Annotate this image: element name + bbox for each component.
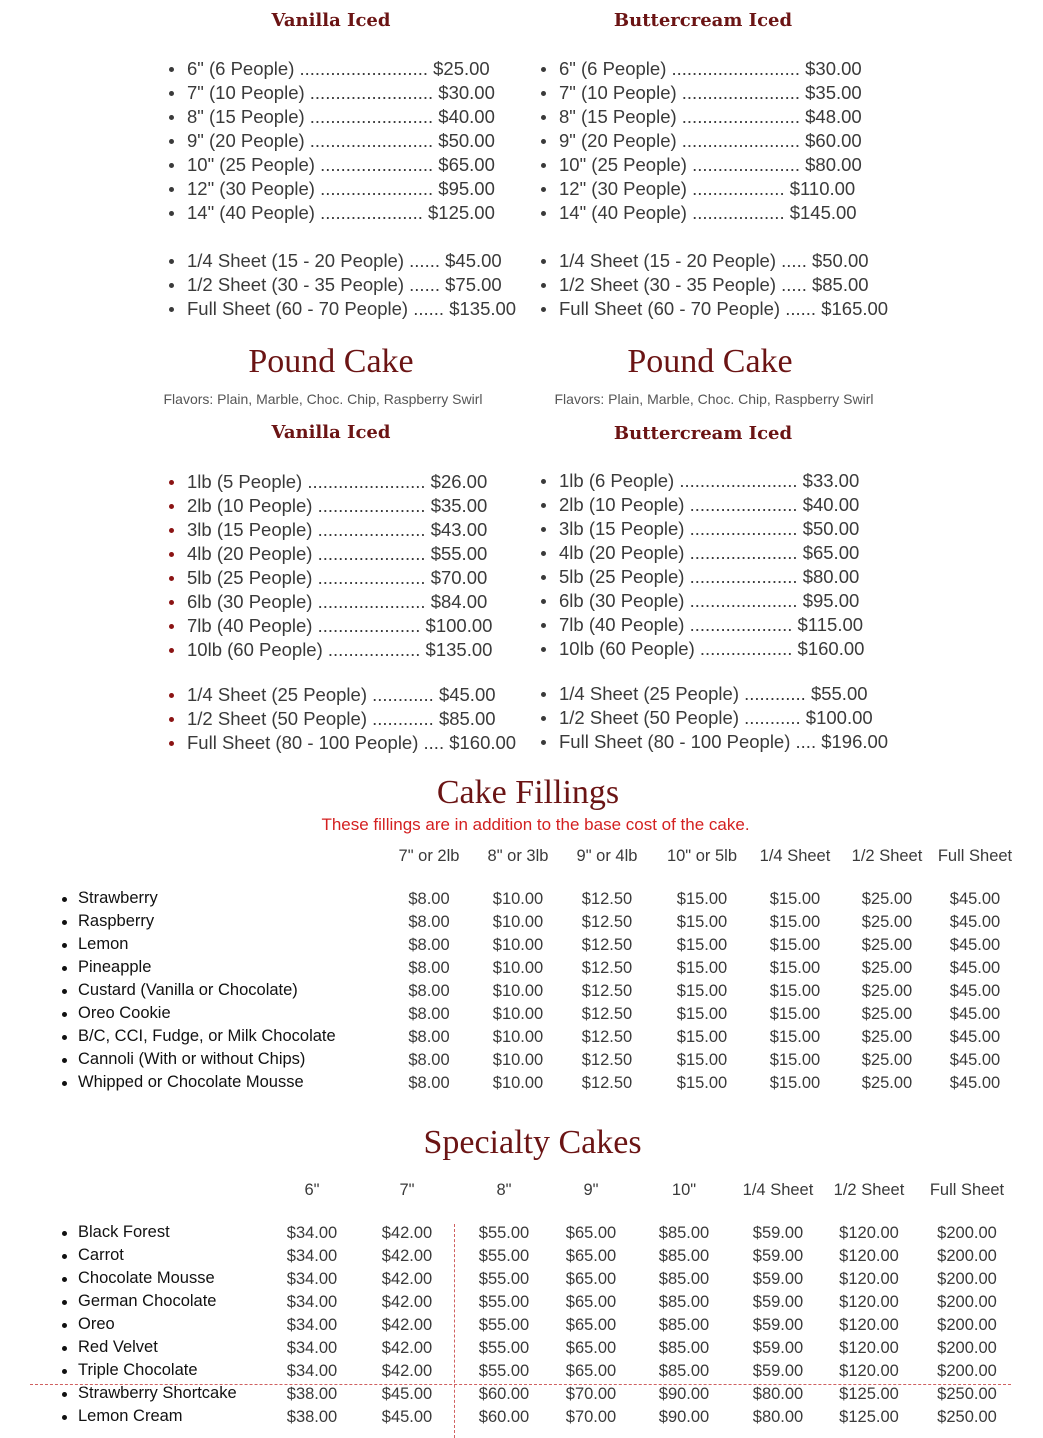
buttercream-sheet-list [539, 249, 888, 321]
sheet-price-item: Full Sheet (60 - 70 People) ...... $135.00 [167, 297, 516, 321]
price-cell: $25.00 [861, 1074, 913, 1092]
price-cell: $59.00 [752, 1362, 804, 1380]
sheet-price-item: 1/4 Sheet (15 - 20 People) ...... $45.00 [167, 249, 516, 273]
column-header: 10" or 5lb [666, 847, 738, 865]
row-name: Oreo Cookie [58, 1004, 171, 1023]
column-header: 7" or 2lb [398, 847, 460, 865]
price-cell: $60.00 [478, 1385, 530, 1403]
column-header: 9" or 4lb [576, 847, 638, 865]
price-cell: $42.00 [381, 1293, 433, 1311]
price-cell: $85.00 [658, 1293, 710, 1311]
price-cell: $42.00 [381, 1224, 433, 1242]
row-name: Cannoli (With or without Chips) [58, 1050, 305, 1069]
price-cell: $8.00 [408, 1005, 450, 1023]
price-cell: $45.00 [949, 890, 1001, 908]
row-name: Lemon Cream [58, 1407, 183, 1426]
sheet-price-item: 1/4 Sheet (15 - 20 People) ..... $50.00 [539, 249, 888, 273]
price-cell: $10.00 [492, 982, 544, 1000]
fillings-title: Cake Fillings [436, 774, 620, 811]
price-cell: $45.00 [381, 1385, 433, 1403]
price-cell: $45.00 [949, 1051, 1001, 1069]
row-name: Custard (Vanilla or Chocolate) [58, 981, 298, 1000]
price-cell: $65.00 [565, 1247, 617, 1265]
price-cell: $70.00 [565, 1408, 617, 1426]
price-cell: $45.00 [949, 936, 1001, 954]
column-header: 9" [583, 1181, 599, 1199]
row-name: Lemon [58, 935, 128, 954]
row-name: Red Velvet [58, 1338, 158, 1357]
price-cell: $60.00 [478, 1408, 530, 1426]
column-header: 1/2 Sheet [851, 847, 923, 865]
price-cell: $34.00 [286, 1316, 338, 1334]
pound-sheet-price-item: 1/4 Sheet (25 People) ............ $55.00 [539, 682, 888, 706]
row-name: Black Forest [58, 1223, 170, 1242]
price-item: 6" (6 People) ......................... $30.00 [539, 57, 862, 81]
price-cell: $120.00 [839, 1270, 899, 1288]
price-cell: $65.00 [565, 1224, 617, 1242]
column-header: 10" [671, 1181, 697, 1199]
price-cell: $10.00 [492, 913, 544, 931]
price-cell: $25.00 [861, 1028, 913, 1046]
price-cell: $65.00 [565, 1316, 617, 1334]
row-name: Chocolate Mousse [58, 1269, 215, 1288]
price-cell: $200.00 [937, 1293, 997, 1311]
price-item: 12" (30 People) ...................... $95.00 [167, 177, 495, 201]
price-item: 8" (15 People) ........................ $40.00 [167, 105, 495, 129]
price-cell: $25.00 [861, 982, 913, 1000]
price-cell: $65.00 [565, 1293, 617, 1311]
sheet-price-item: 1/2 Sheet (30 - 35 People) ...... $75.00 [167, 273, 516, 297]
price-cell: $200.00 [937, 1270, 997, 1288]
price-cell: $55.00 [478, 1270, 530, 1288]
vanilla-sheet-list [167, 249, 516, 321]
price-cell: $45.00 [381, 1408, 433, 1426]
price-cell: $200.00 [937, 1316, 997, 1334]
row-name: Strawberry [58, 889, 158, 908]
price-cell: $10.00 [492, 936, 544, 954]
price-cell: $38.00 [286, 1385, 338, 1403]
sheet-price-item: 1/2 Sheet (30 - 35 People) ..... $85.00 [539, 273, 888, 297]
price-cell: $15.00 [769, 890, 821, 908]
price-item: 10" (25 People) ..................... $80.00 [539, 153, 862, 177]
price-cell: $85.00 [658, 1270, 710, 1288]
price-cell: $34.00 [286, 1362, 338, 1380]
price-cell: $55.00 [478, 1293, 530, 1311]
price-cell: $15.00 [769, 913, 821, 931]
price-cell: $65.00 [565, 1270, 617, 1288]
price-item: 14" (40 People) .................. $145.00 [539, 201, 862, 225]
price-cell: $34.00 [286, 1339, 338, 1357]
price-cell: $59.00 [752, 1293, 804, 1311]
pound-sheet-price-item: 1/2 Sheet (50 People) ............ $85.00 [167, 707, 516, 731]
pound-buttercream-heading: Buttercream Iced [613, 423, 793, 444]
price-cell: $15.00 [676, 1074, 728, 1092]
price-cell: $45.00 [949, 982, 1001, 1000]
pound-price-item: 5lb (25 People) ..................... $70.00 [167, 566, 492, 590]
pound-price-item: 3lb (15 People) ..................... $50.00 [539, 517, 864, 541]
price-cell: $85.00 [658, 1316, 710, 1334]
price-cell: $200.00 [937, 1247, 997, 1265]
price-cell: $125.00 [839, 1408, 899, 1426]
price-cell: $120.00 [839, 1362, 899, 1380]
price-cell: $15.00 [769, 959, 821, 977]
row-name: B/C, CCI, Fudge, or Milk Chocolate [58, 1027, 336, 1046]
price-cell: $38.00 [286, 1408, 338, 1426]
price-cell: $55.00 [478, 1247, 530, 1265]
row-name: German Chocolate [58, 1292, 217, 1311]
price-cell: $45.00 [949, 913, 1001, 931]
price-cell: $8.00 [408, 1074, 450, 1092]
pound-cake-title-right: Pound Cake [627, 343, 793, 380]
price-cell: $80.00 [752, 1385, 804, 1403]
price-cell: $85.00 [658, 1224, 710, 1242]
price-item: 7" (10 People) ....................... $35.00 [539, 81, 862, 105]
price-cell: $120.00 [839, 1316, 899, 1334]
price-item: 12" (30 People) .................. $110.00 [539, 177, 862, 201]
price-cell: $12.50 [581, 982, 633, 1000]
column-header: 7" [399, 1181, 415, 1199]
price-cell: $59.00 [752, 1247, 804, 1265]
price-cell: $200.00 [937, 1224, 997, 1242]
row-name: Raspberry [58, 912, 154, 931]
price-cell: $45.00 [949, 959, 1001, 977]
pound-buttercream-round-list [539, 469, 864, 661]
price-cell: $15.00 [676, 936, 728, 954]
pound-price-item: 4lb (20 People) ..................... $65.00 [539, 541, 864, 565]
price-cell: $10.00 [492, 1028, 544, 1046]
price-cell: $12.50 [581, 1051, 633, 1069]
price-cell: $15.00 [676, 890, 728, 908]
price-cell: $200.00 [937, 1362, 997, 1380]
price-cell: $12.50 [581, 890, 633, 908]
row-name: Pineapple [58, 958, 151, 977]
price-cell: $59.00 [752, 1270, 804, 1288]
price-cell: $12.50 [581, 1005, 633, 1023]
price-cell: $55.00 [478, 1224, 530, 1242]
price-cell: $15.00 [676, 913, 728, 931]
pound-buttercream-sheet-list [539, 682, 888, 754]
column-header: 6" [304, 1181, 320, 1199]
price-item: 9" (20 People) ....................... $60.00 [539, 129, 862, 153]
price-cell: $8.00 [408, 890, 450, 908]
buttercream-iced-heading: Buttercream Iced [613, 10, 793, 31]
row-name: Triple Chocolate [58, 1361, 198, 1380]
price-cell: $34.00 [286, 1270, 338, 1288]
price-cell: $90.00 [658, 1408, 710, 1426]
pound-flavors-left: Flavors: Plain, Marble, Choc. Chip, Raspberry Swirl [163, 391, 483, 407]
vanilla-round-list [167, 57, 495, 225]
row-name: Oreo [58, 1315, 115, 1334]
pound-price-item: 1lb (5 People) ....................... $26.00 [167, 470, 492, 494]
price-cell: $8.00 [408, 1051, 450, 1069]
price-cell: $120.00 [839, 1293, 899, 1311]
price-cell: $15.00 [676, 1051, 728, 1069]
buttercream-round-list [539, 57, 862, 225]
price-cell: $42.00 [381, 1316, 433, 1334]
pound-price-item: 6lb (30 People) ..................... $84.00 [167, 590, 492, 614]
price-cell: $8.00 [408, 936, 450, 954]
price-cell: $15.00 [769, 1051, 821, 1069]
price-cell: $25.00 [861, 890, 913, 908]
price-cell: $25.00 [861, 936, 913, 954]
price-cell: $15.00 [769, 936, 821, 954]
sheet-price-item: Full Sheet (60 - 70 People) ...... $165.00 [539, 297, 888, 321]
column-header: 1/4 Sheet [742, 1181, 814, 1199]
pound-vanilla-round-list [167, 470, 492, 662]
price-cell: $15.00 [676, 1028, 728, 1046]
vanilla-iced-heading: Vanilla Iced [271, 10, 391, 31]
price-cell: $15.00 [676, 959, 728, 977]
price-cell: $15.00 [676, 1005, 728, 1023]
price-cell: $10.00 [492, 1005, 544, 1023]
pound-price-item: 4lb (20 People) ..................... $55.00 [167, 542, 492, 566]
price-cell: $55.00 [478, 1362, 530, 1380]
price-cell: $15.00 [769, 1005, 821, 1023]
price-cell: $25.00 [861, 959, 913, 977]
price-cell: $15.00 [676, 982, 728, 1000]
price-cell: $12.50 [581, 936, 633, 954]
price-cell: $25.00 [861, 1051, 913, 1069]
pound-price-item: 6lb (30 People) ..................... $95.00 [539, 589, 864, 613]
price-cell: $10.00 [492, 890, 544, 908]
pound-price-item: 7lb (40 People) .................... $115.00 [539, 613, 864, 637]
price-cell: $8.00 [408, 982, 450, 1000]
price-cell: $120.00 [839, 1247, 899, 1265]
price-cell: $10.00 [492, 1074, 544, 1092]
pound-price-item: 3lb (15 People) ..................... $43.00 [167, 518, 492, 542]
price-cell: $90.00 [658, 1385, 710, 1403]
pound-flavors-right: Flavors: Plain, Marble, Choc. Chip, Raspberry Swirl [554, 391, 874, 407]
price-cell: $250.00 [937, 1385, 997, 1403]
price-cell: $70.00 [565, 1385, 617, 1403]
pound-price-item: 10lb (60 People) .................. $135.00 [167, 638, 492, 662]
pound-price-item: 2lb (10 People) ..................... $40.00 [539, 493, 864, 517]
specialty-column-divider [454, 1224, 455, 1438]
price-cell: $10.00 [492, 1051, 544, 1069]
price-item: 8" (15 People) ....................... $48.00 [539, 105, 862, 129]
column-header: 8" or 3lb [487, 847, 549, 865]
price-cell: $55.00 [478, 1316, 530, 1334]
price-cell: $45.00 [949, 1074, 1001, 1092]
row-name: Whipped or Chocolate Mousse [58, 1073, 304, 1092]
price-cell: $12.50 [581, 1028, 633, 1046]
pound-price-item: 1lb (6 People) ....................... $33.00 [539, 469, 864, 493]
price-cell: $8.00 [408, 913, 450, 931]
price-cell: $250.00 [937, 1408, 997, 1426]
pound-vanilla-sheet-list [167, 683, 516, 755]
price-cell: $42.00 [381, 1270, 433, 1288]
price-item: 6" (6 People) ......................... $25.00 [167, 57, 495, 81]
price-cell: $125.00 [839, 1385, 899, 1403]
pound-vanilla-heading: Vanilla Iced [271, 422, 391, 443]
price-cell: $15.00 [769, 982, 821, 1000]
price-cell: $25.00 [861, 913, 913, 931]
price-cell: $34.00 [286, 1293, 338, 1311]
price-cell: $45.00 [949, 1028, 1001, 1046]
price-cell: $65.00 [565, 1362, 617, 1380]
column-header: 1/2 Sheet [833, 1181, 905, 1199]
pound-sheet-price-item: 1/4 Sheet (25 People) ............ $45.00 [167, 683, 516, 707]
price-cell: $200.00 [937, 1339, 997, 1357]
price-cell: $12.50 [581, 913, 633, 931]
price-cell: $120.00 [839, 1339, 899, 1357]
pound-price-item: 5lb (25 People) ..................... $80.00 [539, 565, 864, 589]
price-cell: $8.00 [408, 1028, 450, 1046]
fillings-note: These fillings are in addition to the base cost of the cake. [321, 815, 750, 834]
price-cell: $15.00 [769, 1074, 821, 1092]
price-cell: $45.00 [949, 1005, 1001, 1023]
row-name: Carrot [58, 1246, 124, 1265]
price-cell: $85.00 [658, 1339, 710, 1357]
row-name: Strawberry Shortcake [58, 1384, 237, 1403]
price-item: 10" (25 People) ...................... $65.00 [167, 153, 495, 177]
pound-price-item: 2lb (10 People) ..................... $35.00 [167, 494, 492, 518]
price-cell: $59.00 [752, 1339, 804, 1357]
price-cell: $34.00 [286, 1224, 338, 1242]
price-cell: $42.00 [381, 1247, 433, 1265]
column-header: Full Sheet [929, 1181, 1005, 1199]
price-cell: $55.00 [478, 1339, 530, 1357]
price-cell: $42.00 [381, 1362, 433, 1380]
column-header: 1/4 Sheet [759, 847, 831, 865]
price-cell: $65.00 [565, 1339, 617, 1357]
price-cell: $12.50 [581, 959, 633, 977]
price-cell: $85.00 [658, 1247, 710, 1265]
price-item: 9" (20 People) ........................ $50.00 [167, 129, 495, 153]
price-item: 7" (10 People) ........................ $30.00 [167, 81, 495, 105]
pound-sheet-price-item: Full Sheet (80 - 100 People) .... $196.00 [539, 730, 888, 754]
price-cell: $10.00 [492, 959, 544, 977]
specialty-row-divider [30, 1384, 1011, 1385]
column-header: Full Sheet [937, 847, 1013, 865]
pound-price-item: 7lb (40 People) .................... $100.00 [167, 614, 492, 638]
pound-cake-title-left: Pound Cake [248, 343, 414, 380]
specialty-title: Specialty Cakes [423, 1124, 642, 1161]
price-cell: $8.00 [408, 959, 450, 977]
column-header: 8" [496, 1181, 512, 1199]
price-cell: $12.50 [581, 1074, 633, 1092]
price-cell: $120.00 [839, 1224, 899, 1242]
price-cell: $59.00 [752, 1316, 804, 1334]
price-cell: $80.00 [752, 1408, 804, 1426]
price-cell: $15.00 [769, 1028, 821, 1046]
pound-sheet-price-item: 1/2 Sheet (50 People) ........... $100.00 [539, 706, 888, 730]
pound-sheet-price-item: Full Sheet (80 - 100 People) .... $160.00 [167, 731, 516, 755]
price-cell: $25.00 [861, 1005, 913, 1023]
price-item: 14" (40 People) .................... $125.00 [167, 201, 495, 225]
price-cell: $34.00 [286, 1247, 338, 1265]
price-cell: $42.00 [381, 1339, 433, 1357]
price-cell: $85.00 [658, 1362, 710, 1380]
pound-price-item: 10lb (60 People) .................. $160.00 [539, 637, 864, 661]
price-cell: $59.00 [752, 1224, 804, 1242]
